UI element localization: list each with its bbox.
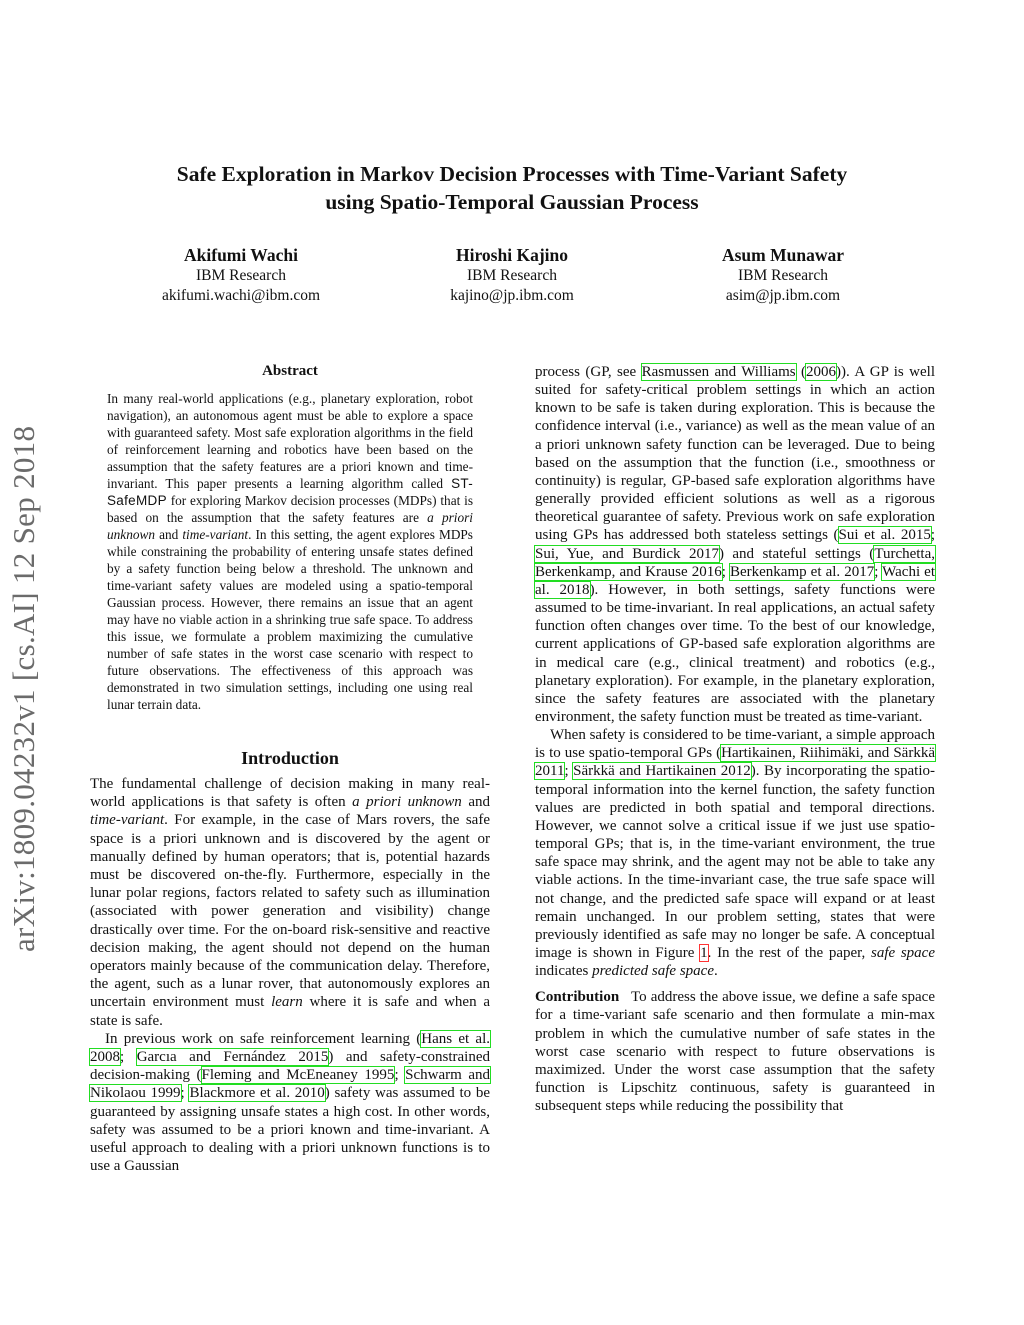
citation-link[interactable]: Hartikainen, Riihimäki, and Särkkä 2011 xyxy=(535,745,935,780)
author-name: Asum Munawar xyxy=(721,245,845,265)
citation-link[interactable]: Blackmore et al. 2010 xyxy=(189,1085,325,1102)
citation-link[interactable]: Turchetta, Berkenkamp, and Krause 2016 xyxy=(535,545,936,580)
citation-link[interactable]: Sui, Yue, and Burdick 2017 xyxy=(535,545,719,562)
citation-link[interactable]: 2006 xyxy=(806,364,837,380)
citation-link[interactable]: Hans et al. 2008 xyxy=(90,1030,491,1066)
citation-link[interactable]: Berkenkamp et al. 2017 xyxy=(729,563,875,580)
paragraph: Contribution To address the above issue, we define a safe space for a time-variant safe scenario and then formulate a min-max problem in which the cumulative number of safe states in the worst case scenario with respect to future observations is maximized. Under the worst case assumption that the safety function is Lipschitz continuous, safety is guaranteed in subsequent steps while reducing the possibility that xyxy=(535,989,939,1115)
figure-reference-link[interactable]: 1 xyxy=(700,945,708,961)
author-email: akifumi.wachi@ibm.com xyxy=(161,287,321,304)
paragraph: When safety is considered to be time-variant, a simple approach is to use spatio-temporal GPs (Hartikainen, Riihimäki, and Särkkä 2011; Särkkä and Hartikainen 2012). By incorporating the spatio-temporal information into the kernel function, the safety function values are predicted in both spatial and temporal directions. However, we cannot solve a critical issue if we just use spatio-temporal GPs; that is, in the time-variant environment, the true safe space may shrink, and the agent may not be able to take any viable actions. In the time-invariant case, the true safe space will not change, and the predicted safe space will expand or at least remain unchanged. In our problem setting, states that were previously identified as safe may no longer be safe. A conceptual image is shown in Figure 1. In the rest of the paper, safe space indicates predicted safe space. xyxy=(535,727,935,980)
introduction-body xyxy=(90,775,490,1175)
citation-link[interactable]: Fleming and McEneaney 1995 xyxy=(201,1067,395,1084)
author-block xyxy=(382,245,642,306)
author-block xyxy=(653,245,913,306)
paragraph: The fundamental challenge of decision making in many real-world applications is that safety is often a priori unknown and time-variant. For example, in the case of Mars rovers, the safe space is a priori unknown and is discovered by the agent or manually defined by human operators; that is, potential hazards must be discovered on-the-fly. Furthermore, especially in the lunar polar regions, factors related to safety such as illumination (associated with power generation and visibility) change drastically over time. For the on-board risk-sensitive and reactive decision making, the agent should not depend on the human operators mainly because of the communication delay. Therefore, the agent, such as a lunar rover, that autonomously explores an uncertain environment must learn where it is safe and when a state is safe. xyxy=(90,776,491,1029)
citation-link[interactable]: Wachi et al. 2018 xyxy=(535,563,936,598)
author-affiliation: IBM Research xyxy=(738,267,828,284)
author-name: Akifumi Wachi xyxy=(184,245,298,265)
paper-title xyxy=(100,160,924,216)
citation-link[interactable]: Särkkä and Hartikainen 2012 xyxy=(573,763,751,780)
abstract-body: In many real-world applications (e.g., planetary exploration, robot navigation), an autonomous agent must be able to explore a space with guaranteed safety. Most safe exploration algorithms in the field of reinforcement learning and robotics have been based on the assumption that the safety features are a priori known and time-invariant. This paper presents a learning algorithm called ST-SafeMDP for exploring Markov decision processes (MDPs) that is based on the assumption that the safety features are a priori unknown and time-variant. In this setting, the agent explores MDPs while constraining the probability of entering unsafe states defined by a safety function being below a threshold. The unknown and time-variant safety values are modeled using a spatio-temporal Gaussian process. However, there remains an issue that an agent may have no viable action in a shrinking true safe space. To address this issue, we formulate a problem maximizing the cumulative number of safe states in the worst case scenario with respect to future observations. The effectiveness of this approach was demonstrated in two simulation settings, including one using real lunar terrain data. xyxy=(107,391,473,712)
abstract-heading: Abstract xyxy=(262,363,318,379)
arxiv-stamp: arXiv:1809.04232v1 [cs.AI] 12 Sep 2018 xyxy=(6,425,41,952)
citation-link[interactable]: Rasmussen and Williams xyxy=(641,364,796,380)
author-block xyxy=(111,245,371,306)
citation-link[interactable]: Sui et al. 2015 xyxy=(838,527,931,544)
author-name: Hiroshi Kajino xyxy=(456,245,568,265)
section-heading-introduction: Introduction xyxy=(241,748,339,768)
citation-link[interactable]: Garcıa and Fernández 2015 xyxy=(136,1049,329,1066)
citation-link[interactable]: Schwarm and Nikolaou 1999 xyxy=(90,1067,491,1102)
author-affiliation: IBM Research xyxy=(467,267,557,284)
paragraph: In previous work on safe reinforcement learning (Hans et al. 2008; Garcıa and Fernández 2015) and safety-constrained decision-making (Fleming and McEneaney 1995; Schwarm and Nikolaou 1999; Blackmore et al. 2010) safety was assumed to be guaranteed by assigning unsafe states a high cost. In other words, safety was assumed to be a priori known and time-invariant. A useful approach to dealing with a priori unknown functions is to use a Gaussian xyxy=(90,1030,491,1175)
right-column-body xyxy=(535,363,939,1115)
paragraph: process (GP, see Rasmussen and Williams (2006)). A GP is well suited for safety-critical problem settings in which an action known to be safe is taken during exploration. This is because the confidence interval (i.e., variance) as well as the mean value of an a priori unknown safety function can be leveraged. Due to being based on the assumption that the function (i.e., smoothness or continuity) is regular, GP-based safe exploration algorithms have generally provided efficient solutions as well as a rigorous theoretical guarantee of safety. Previous work on safe exploration using GPs has addressed both stateless settings (Sui et al. 2015; Sui, Yue, and Burdick 2017) and stateful settings (Turchetta, Berkenkamp, and Krause 2016; Berkenkamp et al. 2017; Wachi et al. 2018). However, in both settings, safety functions were assumed to be time-invariant. In real applications, an actual safety function often changes over time. To the best of our knowledge, current applications of GP-based safe exploration algorithms are in medical care (e.g., clinical treatment) and robotics (e.g., planetary exploration). For example, in the planetary exploration, since the safety features are associated with the planetary environment, the safety function must be treated as time-variant. xyxy=(535,364,936,725)
paragraph-label: Contribution xyxy=(535,989,620,1006)
algorithm-name: ST-SafeMDP xyxy=(107,476,473,508)
author-email: asim@jp.ibm.com xyxy=(725,287,841,304)
author-affiliation: IBM Research xyxy=(196,267,286,284)
title-line-1: Safe Exploration in Markov Decision Processes with Time-Variant Safety xyxy=(176,162,848,186)
author-email: kajino@jp.ibm.com xyxy=(450,287,574,304)
title-line-2: using Spatio-Temporal Gaussian Process xyxy=(325,190,699,214)
